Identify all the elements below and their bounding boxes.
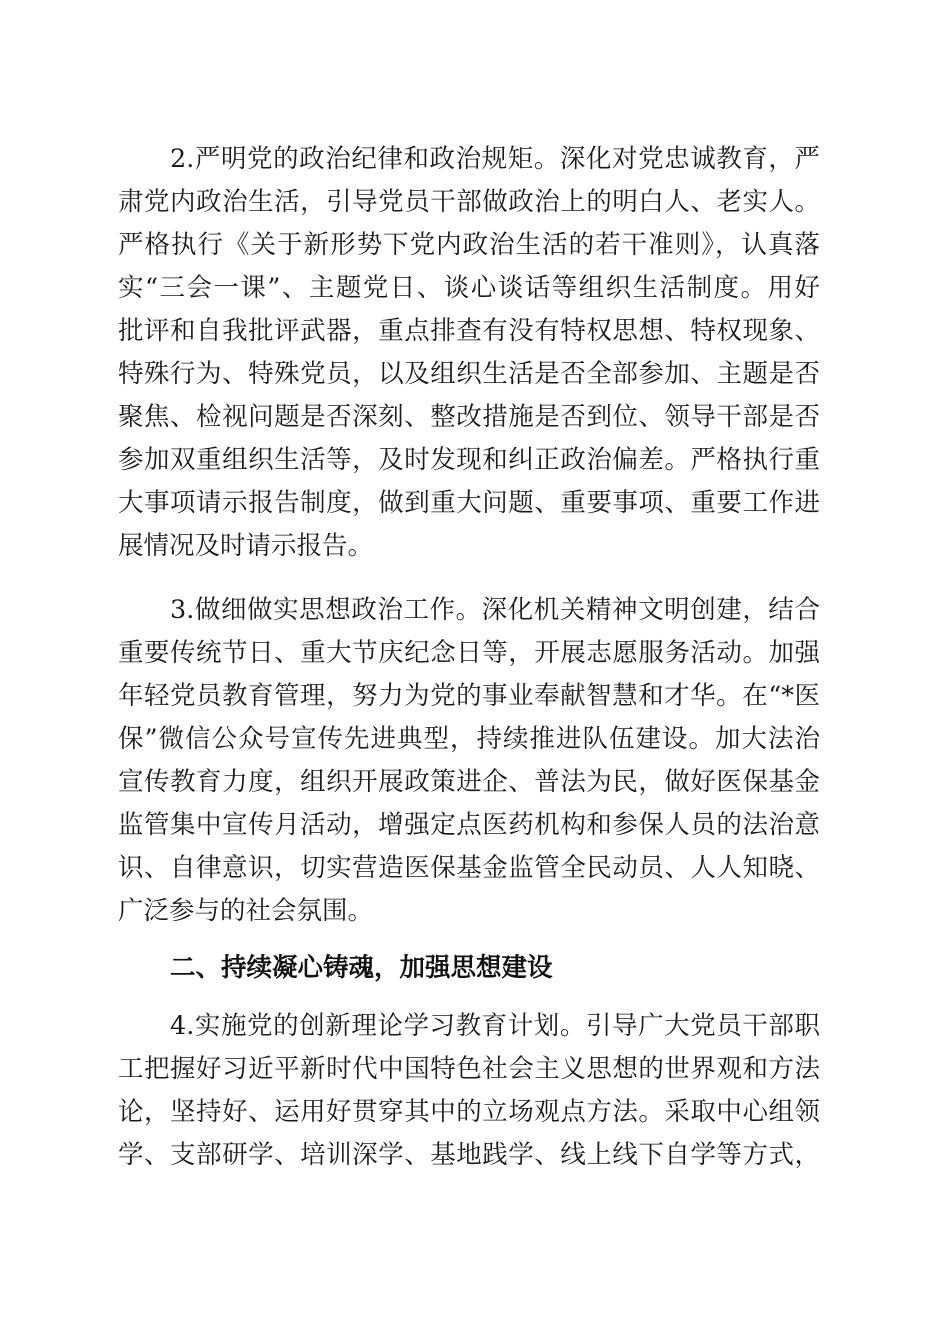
text-line: 4.实施党的创新理论学习教育计划。引导广大党员干部职	[170, 1011, 820, 1041]
text-line: 严格执行《关于新形势下党内政治生活的若干准则》，认真落	[118, 230, 820, 260]
text-line: 论，坚持好、运用好贯穿其中的立场观点方法。采取中心组领	[118, 1097, 820, 1127]
text-line: 监管集中宣传月活动，增强定点医药机构和参保人员的法治意	[118, 810, 820, 840]
text-line: 重要传统节日、重大节庆纪念日等，开展志愿服务活动。加强	[118, 638, 820, 668]
text-line: 识、自律意识，切实营造医保基金监管全民动员、人人知晓、	[118, 853, 820, 883]
text-line: 宣传教育力度，组织开展政策进企、普法为民，做好医保基金	[118, 767, 820, 797]
section-heading: 二、持续凝心铸魂，加强思想建设	[170, 953, 553, 983]
text-line: 特殊行为、特殊党员，以及组织生活是否全部参加、主题是否	[118, 359, 820, 389]
text-line: 批评和自我批评武器，重点排查有没有特权思想、特权现象、	[118, 316, 820, 346]
text-line: 实“三会一课”、主题党日、谈心谈话等组织生活制度。用好	[118, 273, 820, 303]
text-line: 2.严明党的政治纪律和政治规矩。深化对党忠诚教育，严	[170, 144, 820, 174]
text-line: 工把握好习近平新时代中国特色社会主义思想的世界观和方法	[118, 1054, 820, 1084]
text-line: 展情况及时请示报告。	[118, 531, 374, 561]
text-line: 广泛参与的社会氛围。	[118, 896, 374, 926]
text-line: 参加双重组织生活等，及时发现和纠正政治偏差。严格执行重	[118, 445, 820, 475]
text-line: 保”微信公众号宣传先进典型，持续推进队伍建设。加大法治	[118, 724, 820, 754]
text-line: 聚焦、检视问题是否深刻、整改措施是否到位、领导干部是否	[118, 402, 820, 432]
text-line: 学、支部研学、培训深学、基地践学、线上线下自学等方式，	[118, 1140, 820, 1170]
text-line: 3.做细做实思想政治工作。深化机关精神文明创建，结合	[170, 595, 820, 625]
text-line: 肃党内政治生活，引导党员干部做政治上的明白人、老实人。	[118, 187, 820, 217]
text-line: 大事项请示报告制度，做到重大问题、重要事项、重要工作进	[118, 488, 820, 518]
text-line: 年轻党员教育管理，努力为党的事业奉献智慧和才华。在“*医	[118, 681, 820, 711]
